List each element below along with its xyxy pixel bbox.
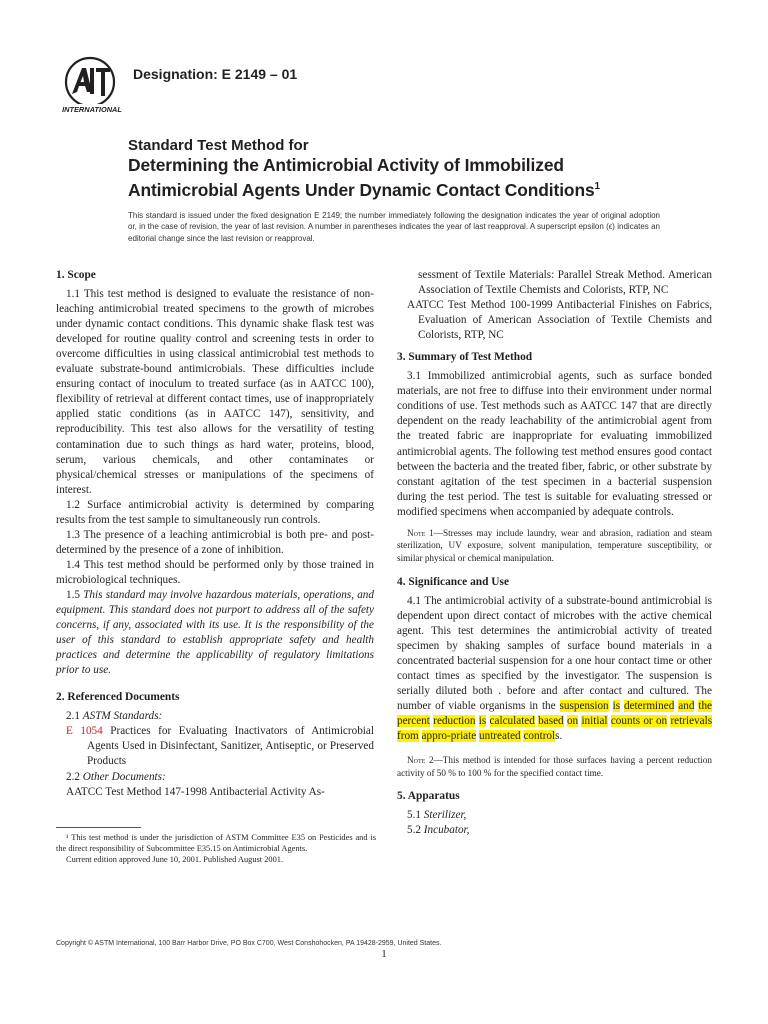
reference-e1054: E 1054 Practices for Evaluating Inactivators of Antimicrobial Agents Used in Disinfectant, Sanitizer, Antiseptic, or Preserved Products bbox=[66, 725, 374, 768]
highlight-suspension: suspension bbox=[559, 699, 609, 712]
footnote bbox=[56, 832, 376, 865]
footnote-1: ¹ This test method is under the jurisdiction of ASTM Committee E35 on Pesticides and is the direct responsibility of Subcommittee E35.15 on Antimicrobial Agents. bbox=[56, 833, 376, 854]
page-number: 1 bbox=[381, 948, 387, 960]
section-heading-apparatus: 5. Apparatus bbox=[397, 790, 460, 803]
paragraph-1-5: 1.5 This standard may involve hazardous materials, operations, and equipment. This standard does not purport to address all of the safety concerns, if any, associated with its use. It is the responsibility of the user of this standard to establish appropriate safety and health practices and determine the applicability of regulatory limitations prior to use. bbox=[56, 588, 374, 677]
paragraph-1-1: 1.1 This test method is designed to evaluate the resistance of non-leaching antimicrobial treated specimens to the growth of microbes under dynamic contact conditions. This dynamic shake flask test was developed for routine quality control and screening tests in order to overcome difficulties in using classical antimicrobial test methods to evaluate substrate-bound antimicrobials. These difficulties include ensuring contact of inoculum to treated surface (as in AATCC 100), flexibility of retrieval at different contact times, use of inappropriately applied static conditions (as in AATCC 147), sensitivity, and reproducibility. This test also allows for the versatility of testing contamination due to such things as hard water, proteins, blood, serum, various chemicals, and other contaminates or physical/chemical stresses or manipulations of the specimens of interest. bbox=[56, 288, 374, 496]
title-line-3: Antimicrobial Agents Under Dynamic Contact Conditions$^1$ bbox=[128, 180, 601, 200]
page-title bbox=[128, 137, 688, 201]
subsection-5-1: 5.1 Sterilizer, bbox=[407, 809, 467, 822]
designation: Designation: E 2149 – 01 bbox=[133, 66, 298, 82]
reference-aatcc100: AATCC Test Method 100-1999 Antibacterial Finishes on Fabrics, Evaluation of American Association of Textile Chemists and Colorists, RTP, NC bbox=[407, 299, 713, 342]
paragraph-3-1: 3.1 Immobilized antimicrobial agents, such as surface bonded materials, are not free to diffuse into their environment under normal conditions of use. Test methods such as AATCC 147 that are directly dependent on the ready leachability of the antimicrobial agent from the treated fabric are inappropriate for evaluating immobilized antimicrobial agents. The following test method ensures good contact between the bacteria and the treated fiber, fabric, or other substrate by constant agitation of the test specimen in a bacterial suspension during the test period. The test is suitable for evaluating stressed or modified specimens when accompanied by adequate controls. bbox=[397, 370, 712, 518]
title-line-1: Standard Test Method for bbox=[128, 137, 309, 154]
reference-aatcc147-start: AATCC Test Method 147-1998 Antibacterial Activity As- bbox=[66, 785, 325, 798]
astm-logo bbox=[62, 56, 122, 116]
section-heading-referenced: 2. Referenced Documents bbox=[56, 691, 180, 704]
subsection-2-2: 2.2 Other Documents: bbox=[66, 770, 166, 783]
paragraph-1-2: 1.2 Surface antimicrobial activity is determined by comparing results from the test sample to simultaneously run controls. bbox=[56, 498, 374, 526]
note-2: Note 2—This method is intended for those surfaces having a percent reduction activity of 50 % to 100 % for the specified contact time. bbox=[397, 755, 712, 778]
footnote-approval: Current edition approved June 10, 2001. Published August 2001. bbox=[66, 855, 284, 865]
title-footnote-mark: 1 bbox=[594, 181, 601, 192]
section-heading-scope: 1. Scope bbox=[56, 269, 96, 281]
footnote-rule bbox=[56, 827, 141, 828]
copyright: Copyright © ASTM International, 100 Barr Harbor Drive, PO Box C700, West Conshohocken, PA 19428-2959, United States. bbox=[56, 940, 442, 947]
paragraph-1-4: 1.4 This test method should be performed only by those trained in microbiological techniques. bbox=[56, 558, 374, 586]
subsection-5-2: 5.2 Incubator, bbox=[407, 824, 470, 837]
note-1: Note 1—Stresses may include laundry, wear and abrasion, radiation and steam sterilization, UV exposure, solvent manipulation, temperature susceptibility, or similar physical or chemical manipulation. bbox=[397, 527, 712, 563]
svg-text:INTERNATIONAL: INTERNATIONAL bbox=[62, 105, 122, 114]
section-heading-summary: 3. Summary of Test Method bbox=[397, 351, 533, 364]
issue-note: This standard is issued under the fixed designation E 2149; the number immediately following the designation indicates the year of original adoption or, in the case of revision, the year of last revision. A number in parentheses indicates the year of last reapproval. A superscript epsilon (ϵ) indicates an editorial change since the last revision or reapproval. bbox=[128, 211, 660, 243]
paragraph-4-1: 4.1 The antimicrobial activity of a substrate-bound antimicrobial is dependent upon direct contact of microbes with the active chemical agent. This test determines the antimicrobial activity of treated specimen by shaking samples of surface bound materials in a concentrated bacterial suspension for a one hour contact time or other contact times as specified by the investigator. The suspension is serially diluted both . before and after contact and cultured. The number of viable organisms in the suspension is determined and the percent reduction is calculated based on initial counts or on retrievals from appro-priate untreated controls. bbox=[397, 594, 713, 742]
title-line-2: Determining the Antimicrobial Activity of Immobilized bbox=[128, 155, 564, 175]
e1054-link[interactable]: E 1054 bbox=[66, 725, 103, 738]
subsection-2-1: 2.1 ASTM Standards: bbox=[66, 710, 163, 723]
paragraph-1-3: 1.3 The presence of a leaching antimicrobial is both pre- and post-determined by the presence of a zone of inhibition. bbox=[56, 528, 374, 556]
right-column bbox=[397, 268, 712, 838]
reference-aatcc147-cont: sessment of Textile Materials: Parallel Streak Method. American Association of Textile Chemists and Colorists, RTP, NC bbox=[418, 269, 712, 297]
left-column bbox=[56, 268, 374, 800]
section-heading-significance: 4. Significance and Use bbox=[397, 575, 510, 588]
